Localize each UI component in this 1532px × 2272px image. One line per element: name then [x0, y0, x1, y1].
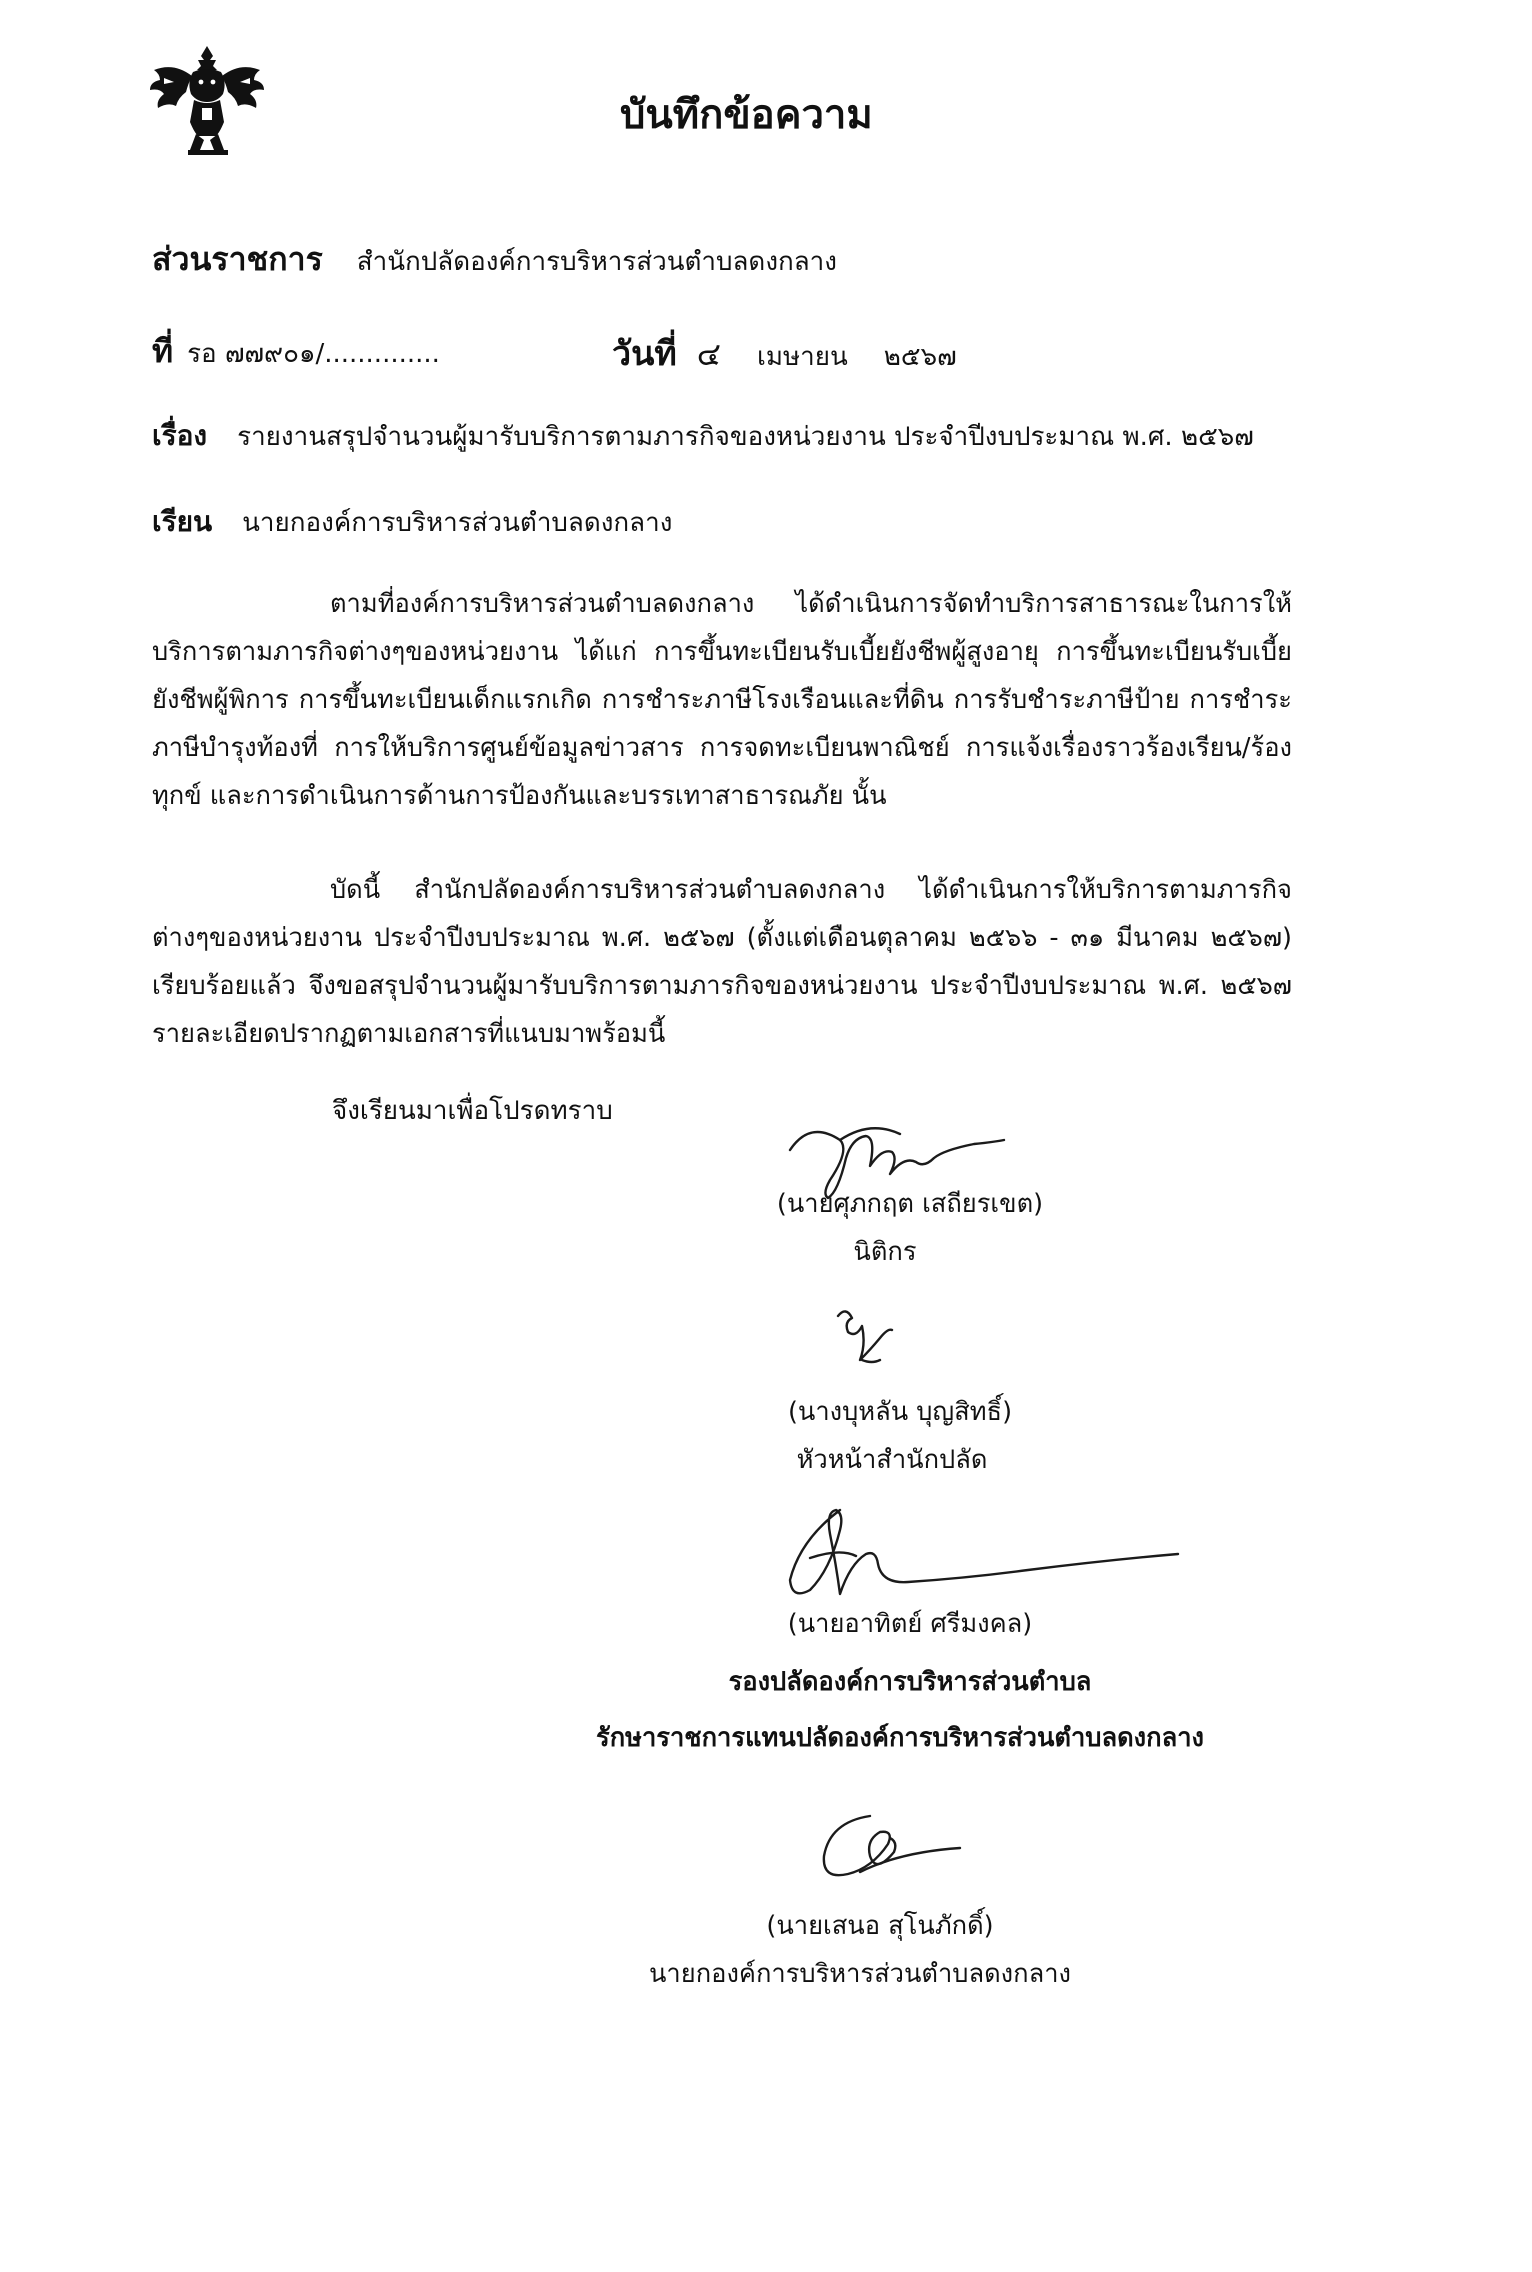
memo-title: บันทึกข้อความ [620, 92, 873, 138]
recipient-value: นายกองค์การบริหารส่วนตำบลดงกลาง [242, 508, 673, 538]
date-row [612, 326, 957, 380]
signatory-4-position: นายกองค์การบริหารส่วนตำบลดงกลาง [649, 1959, 1071, 1989]
agency-row [152, 234, 837, 285]
garuda-emblem-icon [148, 42, 266, 162]
signature-2 [828, 1300, 908, 1376]
subject-value: รายงานสรุปจำนวนผู้มารับบริการตามภารกิจของหน่วยงาน ประจำปีงบประมาณ พ.ศ. ๒๕๖๗ [237, 422, 1254, 452]
date-month: เมษายน [756, 342, 848, 372]
signatory-1-name: (นายศุภกฤต เสถียรเขต) [776, 1189, 1044, 1219]
body-paragraph-2 [152, 866, 1292, 1058]
signature-4 [800, 1796, 980, 1896]
signatory-2-position: หัวหน้าสำนักปลัด [796, 1445, 988, 1475]
signatory-3-name: (นายอาทิตย์ ศรีมงคล) [787, 1609, 1033, 1639]
reference-label: ที่ [152, 332, 174, 370]
date-day: ๔ [696, 335, 721, 373]
closing-line: จึงเรียนมาเพื่อโปรดทราบ [332, 1096, 613, 1126]
recipient-row [152, 500, 672, 544]
signatory-4-name: (นายเสนอ สุโนภักดิ์) [766, 1911, 994, 1941]
signatory-3-position: รองปลัดองค์การบริหารส่วนตำบล [728, 1667, 1092, 1697]
subject-row [152, 414, 1254, 458]
signatory-3-position-acting: รักษาราชการแทนปลัดองค์การบริหารส่วนตำบลดงกลาง [596, 1723, 1204, 1753]
paragraph-1-text: ตามที่องค์การบริหารส่วนตำบลดงกลาง ได้ดำเนินการจัดทำบริการสาธารณะในการให้บริการตามภารกิจต่างๆของหน่วยงาน ได้แก่ การขึ้นทะเบียนรับเบี้ยยังชีพผู้สูงอายุ การขึ้นทะเบียนรับเบี้ยยังชีพผู้พิการ การขึ้นทะเบียนเด็กแรกเกิด การชำระภาษีโรงเรือนและที่ดิน การรับชำระภาษีป้าย การชำระภาษีบำรุงท้องที่ การให้บริการศูนย์ข้อมูลข่าวสาร การจดทะเบียนพาณิชย์ การแจ้งเรื่องราวร้องเรียน/ร้องทุกข์ และการดำเนินการด้านการป้องกันและบรรเทาสาธารณภัย นั้น [152, 589, 1292, 811]
agency-label: ส่วนราชการ [152, 240, 323, 278]
signatory-2-name: (นางบุหลัน บุญสิทธิ์) [787, 1397, 1013, 1427]
agency-value: สำนักปลัดองค์การบริหารส่วนตำบลดงกลาง [356, 247, 837, 277]
paragraph-2-text: บัดนี้ สำนักปลัดองค์การบริหารส่วนตำบลดงกลาง ได้ดำเนินการให้บริการตามภารกิจต่างๆของหน่วยงาน ประจำปีงบประมาณ พ.ศ. ๒๕๖๗ (ตั้งแต่เดือนตุลาคม ๒๕๖๖ - ๓๑ มีนาคม ๒๕๖๗) เรียบร้อยแล้ว จึงขอสรุปจำนวนผู้มารับบริการตามภารกิจของหน่วยงาน ประจำปีงบประมาณ พ.ศ. ๒๕๖๗ รายละเอียดปรากฏตามเอกสารที่แนบมาพร้อมนี้ [152, 875, 1292, 1049]
signatory-1-position: นิติกร [853, 1237, 917, 1267]
signature-3 [770, 1498, 1210, 1618]
date-year: ๒๕๖๗ [883, 342, 957, 372]
date-label: วันที่ [612, 334, 677, 374]
reference-row [152, 326, 440, 377]
body-paragraph-1 [152, 580, 1292, 820]
reference-value: รอ ๗๗๙๐๑/.............. [187, 339, 440, 369]
subject-label: เรื่อง [152, 419, 208, 452]
recipient-label: เรียน [152, 505, 213, 538]
